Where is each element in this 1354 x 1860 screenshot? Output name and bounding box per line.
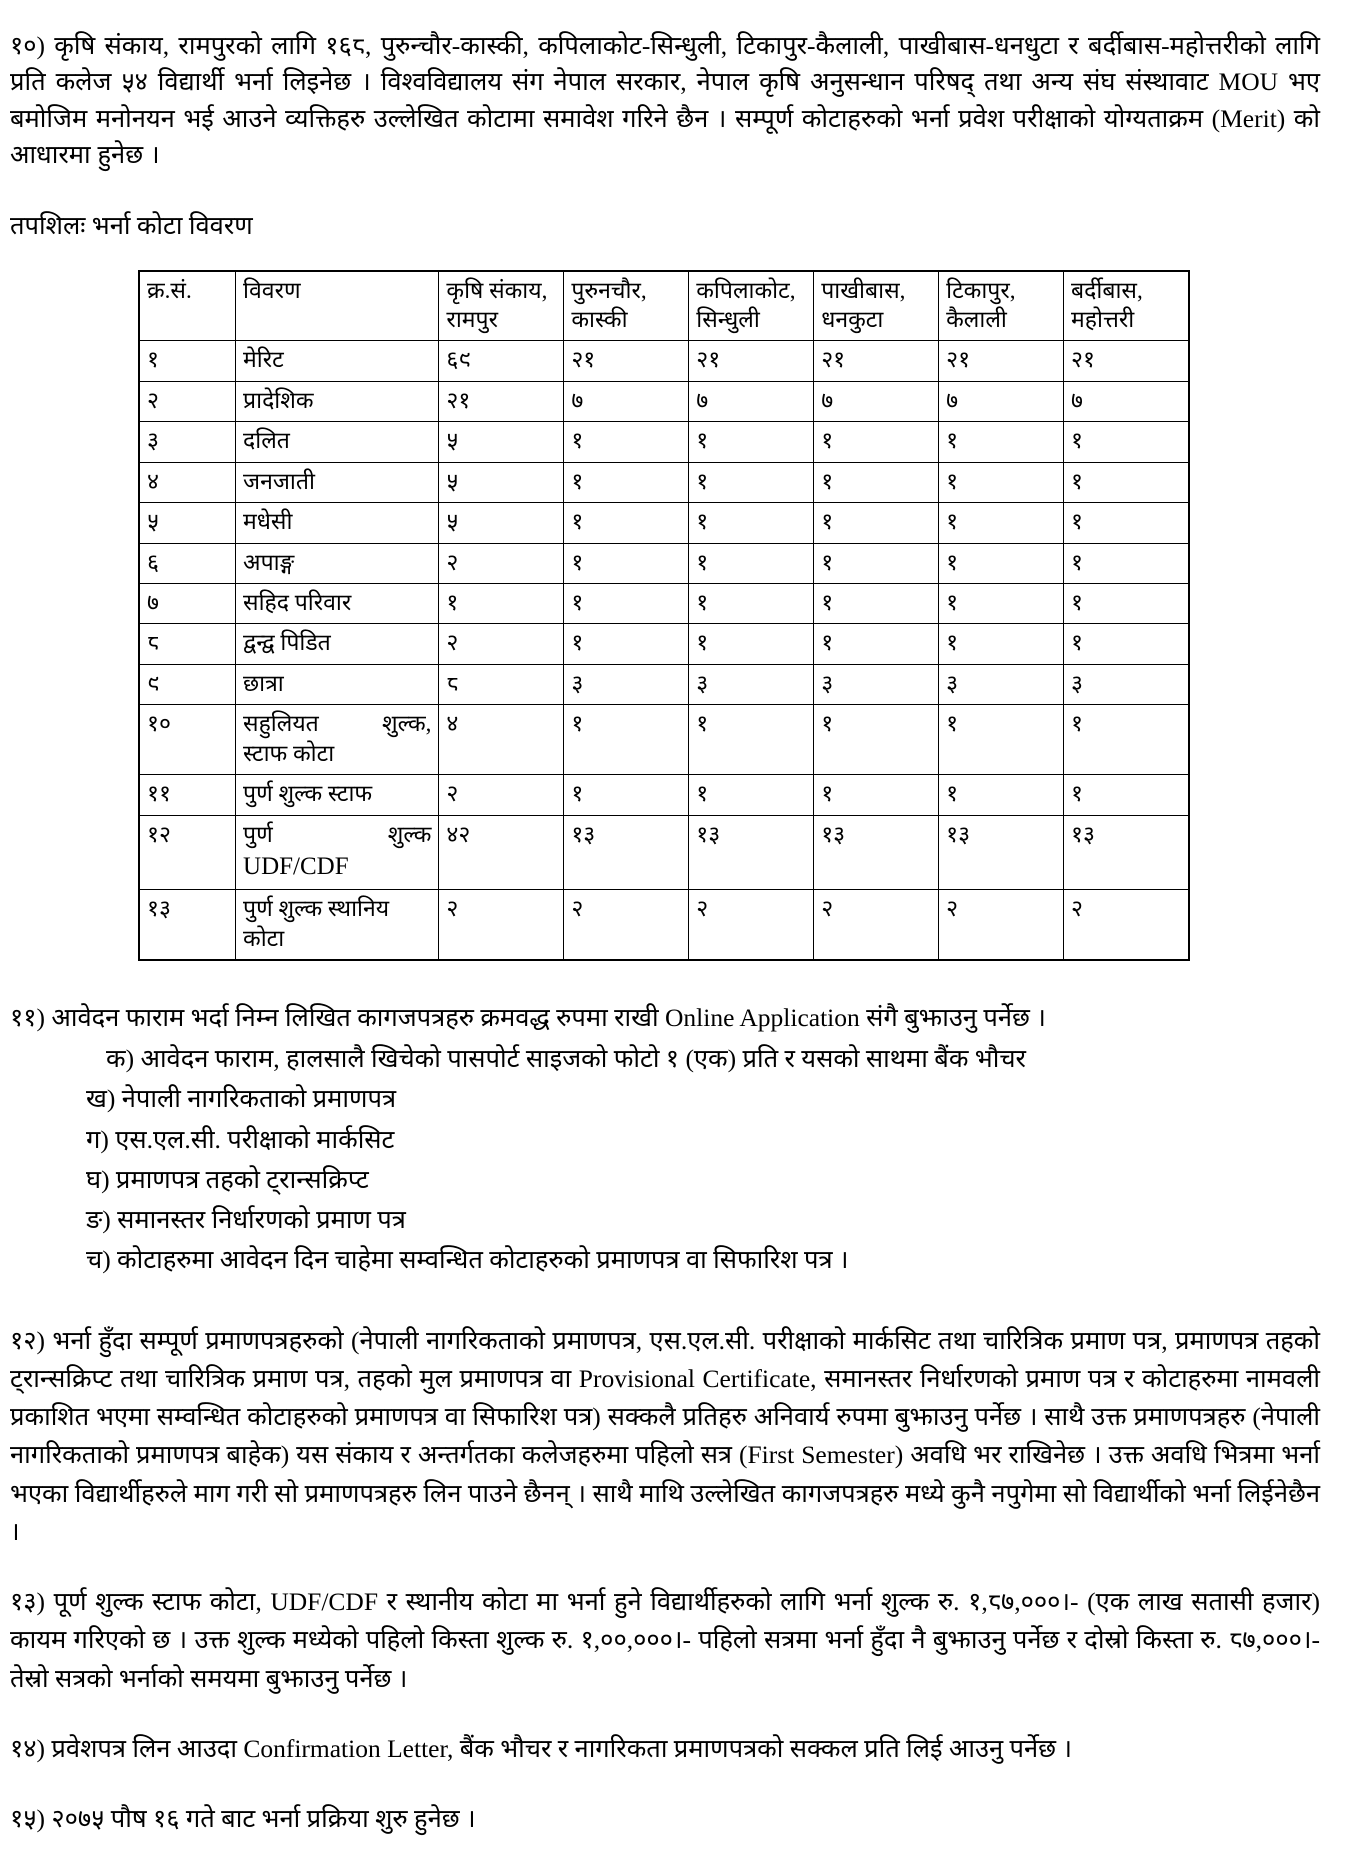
cell-description-line: पुर्ण शुल्क	[243, 821, 432, 847]
cell-quota-value: १	[939, 462, 1064, 502]
paragraph-item-15: १५) २०७५ पौष १६ गते बाट भर्ना प्रक्रिया शुरु हुनेछ ।	[10, 1804, 476, 1834]
cell-quota-value: १३	[939, 815, 1064, 889]
cell-quota-value: ३	[814, 664, 939, 704]
table-row	[139, 381, 1189, 421]
table-row	[139, 341, 1189, 381]
cell-quota-value: २१	[1064, 341, 1189, 381]
cell-quota-value: ७	[564, 381, 689, 421]
cell-serial-number: ८	[139, 624, 236, 664]
cell-description-line-2: स्टाफ कोटा	[243, 740, 335, 766]
cell-description	[236, 664, 439, 704]
cell-quota-value: २१	[439, 381, 564, 421]
cell-description	[236, 775, 439, 815]
cell-quota-value: १	[939, 775, 1064, 815]
cell-quota-value: १	[814, 624, 939, 664]
cell-quota-value: १	[689, 775, 814, 815]
cell-quota-value: ५	[439, 422, 564, 462]
cell-serial-number: ५	[139, 503, 236, 543]
table-row	[139, 815, 1189, 889]
table-row	[139, 422, 1189, 462]
cell-quota-value: २	[564, 890, 689, 960]
quota-table	[138, 270, 1190, 961]
cell-quota-value: १	[689, 705, 814, 775]
cell-quota-value: ४	[439, 705, 564, 775]
cell-quota-value: २	[939, 890, 1064, 960]
cell-quota-value: २	[689, 890, 814, 960]
cell-description	[236, 381, 439, 421]
cell-quota-value: १	[564, 503, 689, 543]
cell-description	[236, 815, 439, 889]
cell-quota-value: १	[814, 584, 939, 624]
list-item: ख) नेपाली नागरिकताको प्रमाणपत्र	[86, 1084, 397, 1114]
quota-table-head	[139, 271, 1189, 341]
cell-quota-value: २	[439, 890, 564, 960]
list-item: ङ) समानस्तर निर्धारणको प्रमाण पत्र	[86, 1205, 406, 1235]
paragraph-item-14: १४) प्रवेशपत्र लिन आउदा Confirmation Letter, बैंक भौचर र नागरिकता प्रमाणपत्रको सक्कल प्रति लिई आउनु पर्नेछ ।	[10, 1733, 1073, 1763]
cell-description	[236, 422, 439, 462]
cell-description	[236, 503, 439, 543]
cell-description	[236, 341, 439, 381]
cell-quota-value: १	[689, 462, 814, 502]
cell-quota-value: २१	[564, 341, 689, 381]
paragraph-item-11: ११) आवेदन फाराम भर्दा निम्न लिखित कागजपत्रहरु क्रमवद्ध रुपमा राखी Online Application संगै बुझाउनु पर्नेछ ।	[10, 1002, 1046, 1032]
cell-quota-value: १	[814, 503, 939, 543]
cell-description-line: मधेसी	[243, 509, 293, 535]
cell-quota-value: १	[564, 584, 689, 624]
cell-quota-value: १	[564, 462, 689, 502]
cell-quota-value: १	[939, 503, 1064, 543]
list-item: ग) एस.एल.सी. परीक्षाको मार्कसिट	[86, 1124, 395, 1154]
cell-serial-number: १२	[139, 815, 236, 889]
cell-description-line-2: कोटा	[243, 925, 285, 951]
cell-serial-number: ४	[139, 462, 236, 502]
cell-serial-number: १	[139, 341, 236, 381]
cell-quota-value: १	[939, 584, 1064, 624]
cell-description	[236, 584, 439, 624]
table-row	[139, 775, 1189, 815]
cell-quota-value: १	[564, 705, 689, 775]
table-row	[139, 543, 1189, 583]
cell-quota-value: १	[814, 543, 939, 583]
cell-description-line-2: UDF/CDF	[243, 853, 349, 881]
cell-description-line: मेरिट	[243, 347, 284, 373]
cell-quota-value: १३	[1064, 815, 1189, 889]
cell-quota-value: १	[1064, 775, 1189, 815]
cell-quota-value: ५	[439, 462, 564, 502]
table-row	[139, 624, 1189, 664]
cell-quota-value: १	[439, 584, 564, 624]
cell-quota-value: १	[689, 503, 814, 543]
cell-quota-value: १	[1064, 543, 1189, 583]
header-kaski: पुरुनचौर, कास्की	[564, 271, 689, 341]
cell-quota-value: १	[1064, 462, 1189, 502]
cell-quota-value: १	[939, 422, 1064, 462]
cell-description-line: दलित	[243, 428, 290, 454]
cell-quota-value: २१	[814, 341, 939, 381]
cell-quota-value: २१	[689, 341, 814, 381]
header-description: विवरण	[236, 271, 439, 341]
table-row	[139, 503, 1189, 543]
cell-serial-number: ११	[139, 775, 236, 815]
cell-description	[236, 543, 439, 583]
cell-serial-number: १३	[139, 890, 236, 960]
cell-description-line: प्रादेशिक	[243, 387, 314, 413]
cell-quota-value: २	[439, 775, 564, 815]
document-sublist-11	[10, 1040, 1320, 1280]
table-header-row	[139, 271, 1189, 341]
paragraph-item-13: १३) पूर्ण शुल्क स्टाफ कोटा, UDF/CDF र स्थानीय कोटा मा भर्ना हुने विद्यार्थीहरुको लागि भर्ना शुल्क रु. १,८७,०००।- (एक लाख सतासी हजार) कायम गरिएको छ । उक्त शुल्क मध्येको पहिलो किस्ता शुल्क रु. १,००,०००।- पहिलो सत्रमा भर्ना हुँदा नै बुझाउनु पर्नेछ र दोस्रो किस्ता रु. ८७,०००।- तेस्रो सत्रको भर्नाको समयमा बुझाउनु पर्नेछ ।	[10, 1587, 1320, 1693]
cell-quota-value: १	[564, 624, 689, 664]
cell-serial-number: ६	[139, 543, 236, 583]
cell-quota-value: १	[689, 624, 814, 664]
paragraph-item-12: १२) भर्ना हुँदा सम्पूर्ण प्रमाणपत्रहरुको (नेपाली नागरिकताको प्रमाणपत्र, एस.एल.सी. परीक्षाको मार्कसिट तथा चारित्रिक प्रमाण पत्र, प्रमाणपत्र तहको ट्रान्सक्रिप्ट तथा चारित्रिक प्रमाण पत्र, तहको मुल प्रमाणपत्र वा Provisional Certificate, समानस्तर निर्धारणको प्रमाण पत्र र कोटाहरुमा नामवली प्रकाशित भएमा सम्वन्धित कोटाहरुको प्रमाणपत्र वा सिफारिश पत्र) सक्कलै प्रतिहरु अनिवार्य रुपमा बुझाउनु पर्नेछ । साथै उक्त प्रमाणपत्रहरु (नेपाली नागरिकताको प्रमाणपत्र बाहेक) यस संकाय र अन्तर्गतका कलेजहरुमा पहिलो सत्र (First Semester) अवधि भर राखिनेछ । उक्त अवधि भित्रमा भर्ना भएका विद्यार्थीहरुले माग गरी सो प्रमाणपत्रहरु लिन पाउने छैनन् । साथै माथि उल्लेखित कागजपत्रहरु मध्ये कुनै नपुगेमा सो विद्यार्थीको भर्ना लिईनेछैन ।	[10, 1325, 1320, 1546]
header-sindhuli: कपिलाकोट, सिन्धुली	[689, 271, 814, 341]
cell-description-line: पुर्ण शुल्क स्थानिय	[243, 896, 390, 922]
cell-quota-value: ३	[939, 664, 1064, 704]
cell-quota-value: १	[939, 624, 1064, 664]
cell-quota-value: ७	[814, 381, 939, 421]
cell-quota-value: ४२	[439, 815, 564, 889]
cell-quota-value: ८	[439, 664, 564, 704]
cell-quota-value: १	[689, 543, 814, 583]
cell-quota-value: ३	[1064, 664, 1189, 704]
cell-description	[236, 890, 439, 960]
cell-quota-value: १	[939, 705, 1064, 775]
cell-serial-number: ९	[139, 664, 236, 704]
cell-quota-value: १	[814, 422, 939, 462]
cell-quota-value: १	[564, 775, 689, 815]
cell-quota-value: १	[814, 462, 939, 502]
cell-quota-value: २	[439, 624, 564, 664]
cell-quota-value: १	[814, 705, 939, 775]
cell-quota-value: १	[1064, 705, 1189, 775]
table-row	[139, 705, 1189, 775]
header-rampur: कृषि संकाय, रामपुर	[439, 271, 564, 341]
document-page	[10, 28, 1320, 1838]
tapasil-heading: तपशिलः भर्ना कोटा विवरण	[10, 210, 253, 240]
cell-quota-value: १	[1064, 624, 1189, 664]
cell-quota-value: १	[564, 543, 689, 583]
cell-serial-number: २	[139, 381, 236, 421]
cell-quota-value: १३	[689, 815, 814, 889]
paragraph-item-10: १०) कृषि संकाय, रामपुरको लागि १६८, पुरुन्चौर-कास्की, कपिलाकोट-सिन्धुली, टिकापुर-कैलाली, पाखीबास-धनधुटा र बर्दीबास-महोत्तरीको लागि प्रति कलेज ५४ विद्यार्थी भर्ना लिइनेछ । विश्वविद्यालय संग नेपाल सरकार, नेपाल कृषि अनुसन्धान परिषद् तथा अन्य संघ संस्थावाट MOU भए बमोजिम मनोनयन भई आउने व्यक्तिहरु उल्लेखित कोटामा समावेश गरिने छैन । सम्पूर्ण कोटाहरुको भर्ना प्रवेश परीक्षाको योग्यताक्रम (Merit) को आधारमा हुनेछ ।	[10, 31, 1320, 170]
cell-quota-value: ५	[439, 503, 564, 543]
cell-quota-value: ७	[939, 381, 1064, 421]
cell-description-line: सहुलियत शुल्क,	[243, 711, 432, 737]
cell-description-line: द्वन्द्व पिडित	[243, 630, 331, 656]
cell-quota-value: १	[689, 422, 814, 462]
cell-quota-value: १	[1064, 503, 1189, 543]
header-kailali: टिकापुर, कैलाली	[939, 271, 1064, 341]
cell-serial-number: ३	[139, 422, 236, 462]
cell-quota-value: १	[689, 584, 814, 624]
cell-quota-value: १	[1064, 584, 1189, 624]
table-row	[139, 890, 1189, 960]
cell-quota-value: ६९	[439, 341, 564, 381]
list-item: घ) प्रमाणपत्र तहको ट्रान्सक्रिप्ट	[86, 1164, 369, 1194]
cell-quota-value: ३	[689, 664, 814, 704]
cell-quota-value: १३	[564, 815, 689, 889]
cell-quota-value: २	[1064, 890, 1189, 960]
cell-quota-value: १	[939, 543, 1064, 583]
list-item: क) आवेदन फाराम, हालसालै खिचेको पासपोर्ट साइजको फोटो १ (एक) प्रति र यसको साथमा बैंक भौचर	[106, 1044, 1026, 1074]
cell-description-line: जनजाती	[243, 468, 315, 494]
header-mahottari: बर्दीबास, महोत्तरी	[1064, 271, 1189, 341]
cell-description-line: पुर्ण शुल्क स्टाफ	[243, 781, 373, 807]
cell-serial-number: १०	[139, 705, 236, 775]
cell-quota-value: २	[814, 890, 939, 960]
cell-description-line: अपाङ्ग	[243, 549, 295, 575]
table-row	[139, 462, 1189, 502]
cell-description	[236, 462, 439, 502]
table-row	[139, 664, 1189, 704]
cell-quota-value: ७	[1064, 381, 1189, 421]
cell-serial-number: ७	[139, 584, 236, 624]
cell-quota-value: १	[1064, 422, 1189, 462]
list-item: च) कोटाहरुमा आवेदन दिन चाहेमा सम्वन्धित कोटाहरुको प्रमाणपत्र वा सिफारिश पत्र ।	[86, 1245, 849, 1275]
header-serial-number: क्र.सं.	[139, 271, 236, 341]
cell-quota-value: २	[439, 543, 564, 583]
cell-description	[236, 705, 439, 775]
cell-quota-value: १३	[814, 815, 939, 889]
table-row	[139, 584, 1189, 624]
cell-description-line: छात्रा	[243, 670, 284, 696]
cell-description	[236, 624, 439, 664]
cell-quota-value: ७	[689, 381, 814, 421]
cell-quota-value: २१	[939, 341, 1064, 381]
quota-table-body	[139, 341, 1189, 960]
cell-quota-value: १	[814, 775, 939, 815]
cell-description-line: सहिद परिवार	[243, 590, 352, 615]
header-dhankuta: पाखीबास, धनकुटा	[814, 271, 939, 341]
quota-table-wrapper	[10, 270, 1320, 961]
cell-quota-value: ३	[564, 664, 689, 704]
cell-quota-value: १	[564, 422, 689, 462]
